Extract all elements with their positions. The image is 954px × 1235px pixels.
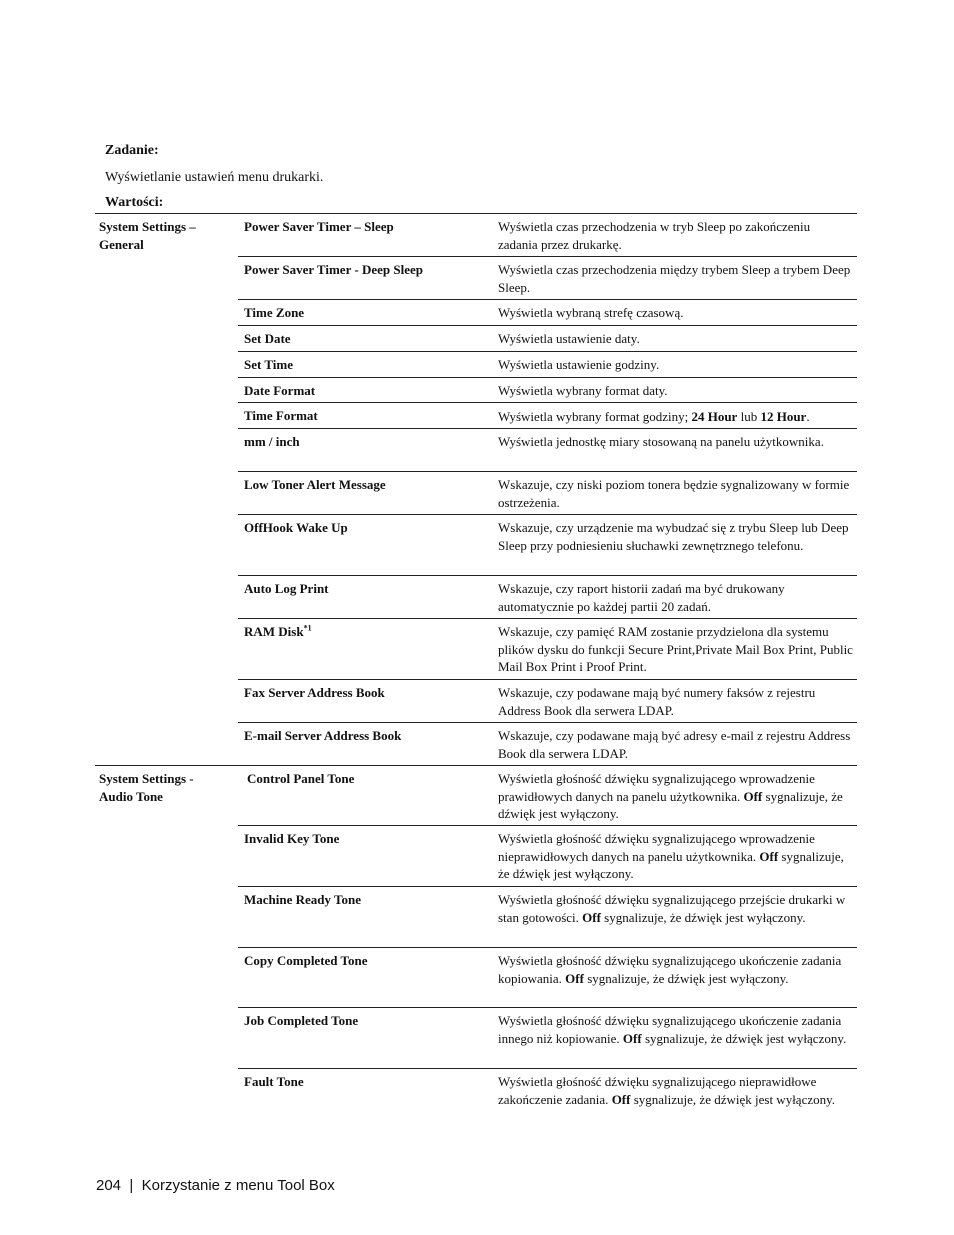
off-keyword: Off [759, 848, 779, 864]
setting-desc: Wskazuje, czy raport historii zadań ma być drukowany automatycznie po każdej partii 20 zadań. [498, 581, 785, 614]
desc-text: sygnalizuje, że dźwięk jest wyłączony. [498, 788, 843, 821]
desc-text: Wyświetla głośność dźwięku sygnalizującego nieprawidłowe zakończenie zadania. [498, 1074, 817, 1107]
setting-desc: Wyświetla wybrany format daty. [498, 383, 668, 398]
setting-desc [498, 1012, 853, 1047]
setting-desc: Wskazuje, czy niski poziom tonera będzie sygnalizowany w formie ostrzeżenia. [498, 477, 850, 510]
setting-name: E-mail Server Address Book [244, 728, 402, 743]
option-24-hour: 24 Hour [691, 409, 738, 424]
table-row [238, 576, 857, 619]
group-title-general: System Settings – General [99, 219, 196, 252]
setting-desc [498, 1073, 853, 1108]
setting-desc: Wyświetla czas przechodzenia w tryb Sleep po zakończeniu zadania przez drukarkę. [498, 219, 811, 252]
page-number: 204 [96, 1177, 122, 1194]
setting-name [244, 623, 489, 641]
table-row [238, 1069, 857, 1129]
table-row [238, 680, 857, 723]
setting-desc [498, 408, 853, 426]
table-row [238, 515, 857, 576]
table-row [238, 472, 857, 515]
setting-name: Time Format [244, 408, 318, 423]
table-row [238, 887, 857, 948]
table-row [238, 948, 857, 1008]
setting-desc: Wyświetla czas przechodzenia między trybem Sleep a trybem Deep Sleep. [498, 262, 851, 295]
setting-name: Job Completed Tone [244, 1013, 359, 1028]
table-row [238, 326, 857, 352]
desc-text: Wyświetla głośność dźwięku sygnalizującego wprowadzenie prawidłowych danych na panelu użytkownika. [498, 771, 815, 804]
setting-name: Time Zone [244, 305, 305, 320]
desc-text: . [806, 409, 810, 424]
table-row [238, 429, 857, 472]
desc-text: sygnalizuje, że dźwięk jest wyłączony. [498, 848, 844, 881]
table-row [238, 352, 857, 378]
off-keyword: Off [582, 909, 601, 925]
setting-desc: Wyświetla jednostkę miary stosowaną na panelu użytkownika. [498, 434, 824, 449]
option-12-hour: 12 Hour [760, 409, 807, 424]
values-label: Wartości: [105, 195, 164, 210]
setting-desc: Wskazuje, czy podawane mają być numery faksów z rejestru Address Book dla serwera LDAP. [498, 685, 816, 718]
setting-name-text: RAM Disk [244, 624, 304, 639]
setting-desc: Wskazuje, czy podawane mają być adresy e-mail z rejestru Address Book dla serwera LDAP. [498, 728, 851, 761]
off-keyword: Off [611, 1091, 631, 1107]
table-row [238, 619, 857, 680]
setting-desc: Wyświetla ustawienie daty. [498, 331, 640, 346]
table-row [238, 300, 857, 326]
desc-text: Wyświetla głośność dźwięku sygnalizującego ukończenie zadania innego niż kopiowanie. [498, 1013, 842, 1046]
desc-text: sygnalizuje, że dźwięk jest wyłączony. [630, 1091, 836, 1107]
desc-text: Wyświetla głośność dźwięku sygnalizującego ukończenie zadania kopiowania. [498, 953, 842, 986]
setting-name: Control Panel Tone [247, 771, 355, 786]
table-row [238, 214, 857, 257]
setting-desc: Wskazuje, czy pamięć RAM zostanie przydzielona dla systemu plików dysku do funkcji Secure Print,Private Mail Box Print, Public Mail Box Print i Proof Print. [498, 624, 853, 674]
setting-desc [498, 830, 853, 883]
setting-name: Copy Completed Tone [244, 953, 368, 968]
setting-desc [498, 952, 853, 987]
table-row [238, 723, 857, 765]
desc-text: sygnalizuje, że dźwięk jest wyłączony. [600, 909, 806, 925]
desc-text: lub [737, 409, 761, 424]
table-row [238, 766, 857, 826]
desc-text: Wyświetla głośność dźwięku sygnalizującego przejście drukarki w stan gotowości. [498, 892, 846, 925]
setting-desc [498, 770, 853, 823]
table-row [238, 1008, 857, 1069]
table-row [238, 403, 857, 429]
off-keyword: Off [743, 788, 763, 804]
off-keyword: Off [565, 970, 584, 986]
setting-name: Date Format [244, 383, 316, 398]
table-row [238, 257, 857, 300]
setting-name: Invalid Key Tone [244, 831, 340, 846]
desc-text: Wyświetla głośność dźwięku sygnalizującego wprowadzenie nieprawidłowych danych na panelu użytkownika. [498, 831, 815, 864]
task-label: Zadanie: [105, 143, 159, 158]
setting-name: Power Saver Timer – Sleep [244, 219, 394, 234]
setting-name: Fax Server Address Book [244, 685, 385, 700]
setting-name: Low Toner Alert Message [244, 477, 386, 492]
setting-name: OffHook Wake Up [244, 520, 348, 535]
setting-name: Fault Tone [244, 1074, 304, 1089]
table-row [238, 378, 857, 403]
group-title-audio-tone: System Settings - Audio Tone [99, 771, 194, 804]
footnote-marker: *1 [303, 623, 312, 633]
desc-text: Wyświetla wybrany format godziny; [498, 409, 692, 424]
desc-text: sygnalizuje, że dźwięk jest wyłączony. [583, 970, 789, 986]
setting-name: Power Saver Timer - Deep Sleep [244, 262, 423, 277]
setting-name: Set Time [244, 357, 293, 372]
task-text: Wyświetlanie ustawień menu drukarki. [105, 170, 324, 185]
setting-desc: Wyświetla ustawienie godziny. [498, 357, 660, 372]
setting-name: Set Date [244, 331, 291, 346]
table-row [238, 826, 857, 887]
footer-separator: | [129, 1177, 134, 1194]
page-footer [96, 1177, 335, 1194]
setting-name: Auto Log Print [244, 581, 329, 596]
off-keyword: Off [622, 1030, 642, 1046]
setting-desc: Wskazuje, czy urządzenie ma wybudzać się z trybu Sleep lub Deep Sleep przy podniesieniu słuchawki zewnętrznego telefonu. [498, 520, 849, 553]
setting-name: mm / inch [244, 434, 300, 449]
section-title: Korzystanie z menu Tool Box [141, 1177, 335, 1194]
setting-name: Machine Ready Tone [244, 892, 362, 907]
setting-desc: Wyświetla wybraną strefę czasową. [498, 305, 684, 320]
setting-desc [498, 891, 853, 926]
desc-text: sygnalizuje, że dźwięk jest wyłączony. [641, 1030, 847, 1046]
